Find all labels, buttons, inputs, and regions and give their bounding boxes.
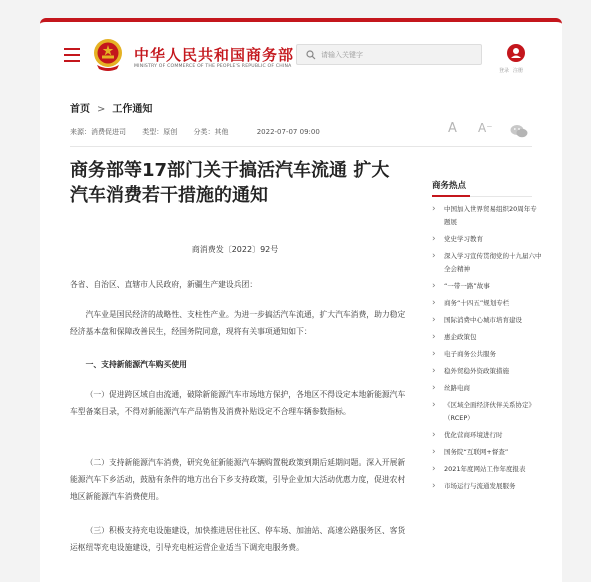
meta-category: 分类：其他 xyxy=(193,128,229,136)
wechat-icon[interactable] xyxy=(510,124,528,138)
site-header xyxy=(40,22,562,94)
font-size-small-button[interactable]: A⁻ xyxy=(478,121,493,135)
login-link[interactable]: 登录 xyxy=(499,68,510,74)
section-heading: 一、支持新能源汽车购买使用 xyxy=(85,360,187,369)
meta-date: 2022-07-07 09:00 xyxy=(256,128,320,136)
search-icon[interactable] xyxy=(306,50,316,60)
sidebar-item[interactable]: › 优化营商环境进行时 xyxy=(432,429,542,442)
document-number: 商消费发〔2022〕92号 xyxy=(191,245,279,254)
national-emblem-icon[interactable] xyxy=(92,38,124,72)
sidebar-item[interactable]: › 党史学习教育 xyxy=(432,233,542,246)
sidebar-item[interactable]: › 国际消费中心城市培育建设 xyxy=(432,314,542,327)
article-paragraph: （二）支持新能源汽车消费，研究免征新能源汽车辆购置税政策到期后延期问题。深入开展新能源汽车下乡活动，鼓励有条件的地方出台下乡支持政策，引导企业加大活动优惠力度，促进农村地区新能源汽车消费使用。 xyxy=(70,458,406,501)
sidebar-item[interactable]: › 《区域全面经济伙伴关系协定》（RCEP） xyxy=(432,399,542,425)
sidebar-title: 商务热点 xyxy=(432,181,467,191)
sidebar-item[interactable]: › 国务院“互联网+督查” xyxy=(432,446,542,459)
sidebar-item[interactable]: › 中国加入世界贸易组织20周年专题展 xyxy=(432,203,542,229)
user-links xyxy=(499,67,527,74)
site-subtitle: MINISTRY OF COMMERCE OF THE PEOPLE'S REPUBLIC OF CHINA xyxy=(134,64,292,69)
sidebar-item[interactable]: › 商务“十四五”规划专栏 xyxy=(432,297,542,310)
user-icon[interactable] xyxy=(507,44,525,62)
sidebar-item[interactable]: › 2021年度网站工作年度报表 xyxy=(432,463,542,476)
article-paragraph: 各省、自治区、直辖市人民政府，新疆生产建设兵团： xyxy=(70,280,258,289)
search-box xyxy=(296,44,482,65)
breadcrumb-separator: > xyxy=(97,104,106,115)
sidebar-item[interactable]: › 深入学习宣传贯彻党的十九届六中全会精神 xyxy=(432,250,542,276)
register-link[interactable]: 注册 xyxy=(513,68,524,74)
article-meta xyxy=(70,127,334,137)
font-size-large-button[interactable]: A xyxy=(448,121,457,136)
sidebar-item[interactable]: › “一带一路”故事 xyxy=(432,280,542,293)
sidebar-item[interactable]: › 丝路电商 xyxy=(432,382,542,395)
meta-type: 类型：原创 xyxy=(142,128,178,136)
article-paragraph: （一）促进跨区域自由流通，破除新能源汽车市场地方保护，各地区不得设定本地新能源汽车车型备案目录，不得对新能源汽车产品销售及消费补贴设定不合理车辆参数指标。 xyxy=(70,390,406,416)
sidebar-list xyxy=(432,203,542,497)
site-title[interactable]: 中华人民共和国商务部 xyxy=(134,46,295,64)
sidebar-item[interactable]: › 稳外贸稳外资政策措施 xyxy=(432,365,542,378)
menu-icon[interactable] xyxy=(64,48,80,62)
breadcrumb xyxy=(70,100,152,115)
sidebar-item[interactable]: › 市场运行与流通发展服务 xyxy=(432,480,542,493)
search-input[interactable] xyxy=(321,46,476,63)
meta-source: 来源：消费促进司 xyxy=(70,128,126,136)
article-paragraph: （三）积极支持充电设施建设，加快推进居住社区、停车场、加油站、高速公路服务区、客货运枢纽等充电设施建设，引导充电桩运营企业适当下调充电服务费。 xyxy=(70,526,406,552)
page-container xyxy=(40,18,562,582)
sidebar-accent xyxy=(432,195,470,197)
sidebar-item[interactable]: › 惠企政策包 xyxy=(432,331,542,344)
article-paragraph: 汽车业是国民经济的战略性、支柱性产业。为进一步搞活汽车流通，扩大汽车消费，助力稳定经济基本盘和保障改善民生，经国务院同意，现将有关事项通知如下： xyxy=(70,310,406,336)
breadcrumb-current[interactable]: 工作通知 xyxy=(112,104,153,115)
meta-divider xyxy=(70,146,532,147)
article-title: 商务部等17部门关于搞活汽车流通 扩大汽车消费若干措施的通知 xyxy=(70,160,390,206)
sidebar-item[interactable]: › 电子商务公共服务 xyxy=(432,348,542,361)
breadcrumb-home[interactable]: 首页 xyxy=(70,104,90,115)
